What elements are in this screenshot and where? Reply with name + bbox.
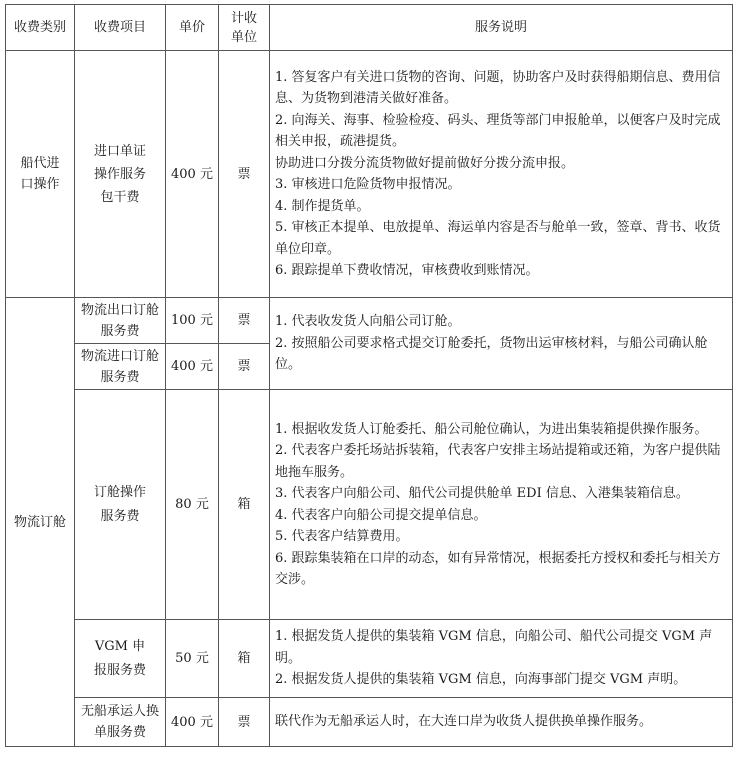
desc-cell	[270, 298, 733, 390]
desc-line: 2. 向海关、海事、检验检疫、码头、理货等部门申报舱单，以便客户及时完成相关申报，疏港提货。	[275, 112, 721, 149]
unit-cell: 票	[219, 344, 270, 390]
desc-line: 3. 审核进口危险货物申报情况。	[275, 177, 461, 192]
desc-cell: 联代作为无船承运人时，在大连口岸为收货人提供换单操作服务。	[270, 698, 733, 747]
item-cell: 订舱操作服务费	[75, 390, 166, 620]
header-row	[6, 5, 733, 51]
desc-line: 4. 制作提货单。	[275, 198, 370, 214]
header-unit: 计收单位	[219, 5, 270, 51]
desc-line: 1. 根据收发货人订舱委托、船公司舱位确认，为进出集装箱提供操作服务。	[275, 421, 708, 437]
header-price: 单价	[166, 5, 219, 51]
item-cell: 物流出口订舱服务费	[75, 298, 166, 344]
table-row	[6, 620, 733, 698]
item-cell: 进口单证操作服务包干费	[75, 51, 166, 298]
unit-cell: 票	[219, 51, 270, 298]
desc-line: 2. 根据发货人提供的集装箱 VGM 信息，向海事部门提交 VGM 声明。	[275, 672, 687, 688]
table-row	[6, 390, 733, 620]
desc-line: 1. 答复客户有关进口货物的咨询、问题，协助客户及时获得船期信息、费用信息、为货物到港清关做好准备。	[275, 69, 721, 106]
table-row	[6, 698, 733, 747]
desc-line: 5. 审核正本提单、电放提单、海运单内容是否与舱单一致，签章、背书、收货单位印章。	[275, 220, 721, 257]
desc-cell	[270, 51, 733, 298]
desc-cell	[270, 390, 733, 620]
price-cell: 80 元	[166, 390, 219, 620]
unit-cell: 箱	[219, 390, 270, 620]
desc-cell	[270, 620, 733, 698]
desc-line: 2. 按照船公司要求格式提交订舱委托，货物出运审核材料，与船公司确认舱位。	[275, 335, 708, 373]
desc-line: 6. 跟踪提单下费收情况，审核费收到账情况。	[275, 263, 539, 278]
desc-line: 3. 代表客户向船公司、船代公司提供舱单 EDI 信息、入港集装箱信息。	[275, 486, 689, 501]
desc-line: 2. 代表客户委托场站拆装箱，代表客户安排主场站提箱或还箱，为客户提供陆地拖车服务。	[275, 443, 721, 480]
table-row	[6, 298, 733, 344]
desc-line: 协助进口分拨分流货物做好提前做好分拨分流申报。	[275, 155, 575, 171]
desc-line: 1. 代表收发货人向船公司订舱。	[275, 314, 461, 330]
price-cell: 50 元	[166, 620, 219, 698]
item-cell: 无船承运人换单服务费	[75, 698, 166, 747]
desc-line: 6. 跟踪集装箱在口岸的动态，如有异常情况，根据委托方授权和委托与相关方交涉。	[275, 550, 721, 587]
desc-line: 4. 代表客户向船公司提交提单信息。	[275, 507, 487, 523]
fee-table	[5, 4, 733, 747]
category-cell: 物流订舱	[6, 298, 75, 747]
price-cell: 400 元	[166, 51, 219, 298]
item-cell: VGM 申报服务费	[75, 620, 166, 698]
price-cell: 400 元	[166, 344, 219, 390]
unit-cell: 箱	[219, 620, 270, 698]
item-cell: 物流进口订舱服务费	[75, 344, 166, 390]
price-cell: 100 元	[166, 298, 219, 344]
desc-line: 5. 代表客户结算费用。	[275, 529, 409, 544]
header-desc: 服务说明	[270, 5, 733, 51]
category-cell: 船代进口操作	[6, 51, 75, 298]
unit-cell: 票	[219, 298, 270, 344]
header-item: 收费项目	[75, 5, 166, 51]
desc-line: 1. 根据发货人提供的集装箱 VGM 信息，向船公司、船代公司提交 VGM 声明。	[275, 629, 713, 666]
table-row	[6, 51, 733, 298]
price-cell: 400 元	[166, 698, 219, 747]
unit-cell: 票	[219, 698, 270, 747]
header-category: 收费类别	[6, 5, 75, 51]
